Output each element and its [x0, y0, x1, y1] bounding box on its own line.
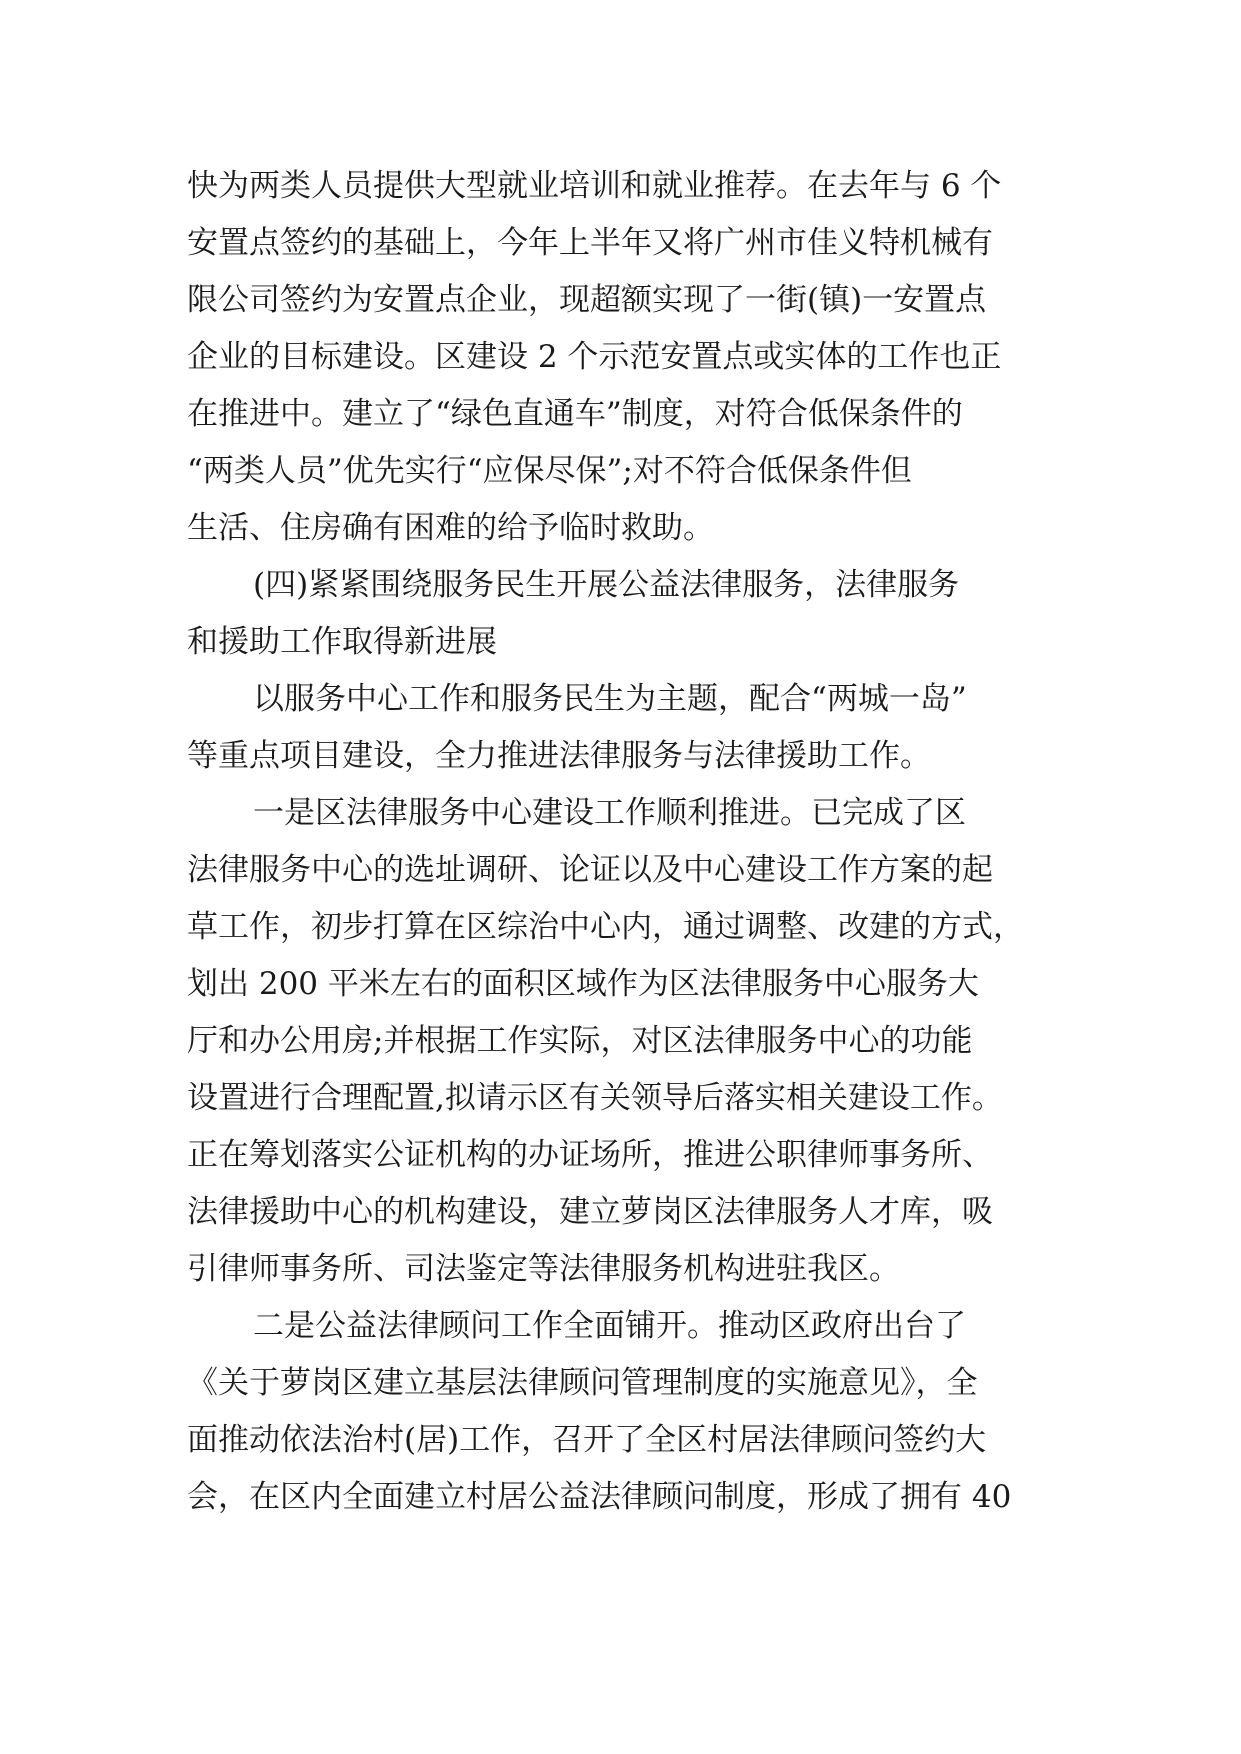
text-line: 二是公益法律顾问工作全面铺开。推动区政府出台了 [253, 1308, 966, 1344]
text-line: 草工作，初步打算在区综治中心内，通过调整、改建的方式， [187, 909, 1024, 945]
text-line: 《关于萝岗区建立基层法律顾问管理制度的实施意见》，全 [187, 1365, 978, 1401]
text-line: 厅和办公用房;并根据工作实际，对区法律服务中心的功能 [187, 1023, 973, 1059]
text-line: 等重点项目建设，全力推进法律服务与法律援助工作。 [187, 738, 931, 774]
text-line: 以服务中心工作和服务民生为主题，配合“两城一岛” [253, 681, 967, 717]
text-line: 引律师事务所、司法鉴定等法律服务机构进驻我区。 [187, 1251, 900, 1287]
section-heading-line: 和援助工作取得新进展 [187, 624, 497, 660]
section-heading-line: (四)紧紧围绕服务民生开展公益法律服务，法律服务 [253, 567, 960, 603]
text-line: 法律服务中心的选址调研、论证以及中心建设工作方案的起 [187, 852, 993, 888]
text-line: 安置点签约的基础上，今年上半年又将广州市佳义特机械有 [187, 225, 993, 261]
text-line: 正在筹划落实公证机构的办证场所，推进公职律师事务所、 [187, 1137, 993, 1173]
text-line: 面推动依法治村(居)工作，召开了全区村居法律顾问签约大 [187, 1422, 987, 1458]
text-line: “两类人员”优先实行“应保尽保”;对不符合低保条件但 [187, 453, 912, 489]
body-text [187, 158, 1053, 1526]
text-line: 会，在区内全面建立村居公益法律顾问制度，形成了拥有 40 [187, 1479, 1012, 1515]
text-line: 设置进行合理配置,拟请示区有关领导后落实相关建设工作。 [187, 1080, 1003, 1116]
text-line: 在推进中。建立了“绿色直通车”制度，对符合低保条件的 [187, 396, 963, 432]
text-line: 快为两类人员提供大型就业培训和就业推荐。在去年与 6 个 [187, 168, 1002, 204]
text-line: 法律援助中心的机构建设，建立萝岗区法律服务人才库，吸 [187, 1194, 993, 1230]
text-line: 限公司签约为安置点企业，现超额实现了一街(镇)一安置点 [187, 282, 987, 318]
text-line: 企业的目标建设。区建设 2 个示范安置点或实体的工作也正 [187, 339, 1002, 375]
text-line: 划出 200 平米左右的面积区域作为区法律服务中心服务大 [187, 966, 979, 1002]
text-line: 一是区法律服务中心建设工作顺利推进。已完成了区 [253, 795, 966, 831]
text-line: 生活、住房确有困难的给予临时救助。 [187, 510, 714, 546]
